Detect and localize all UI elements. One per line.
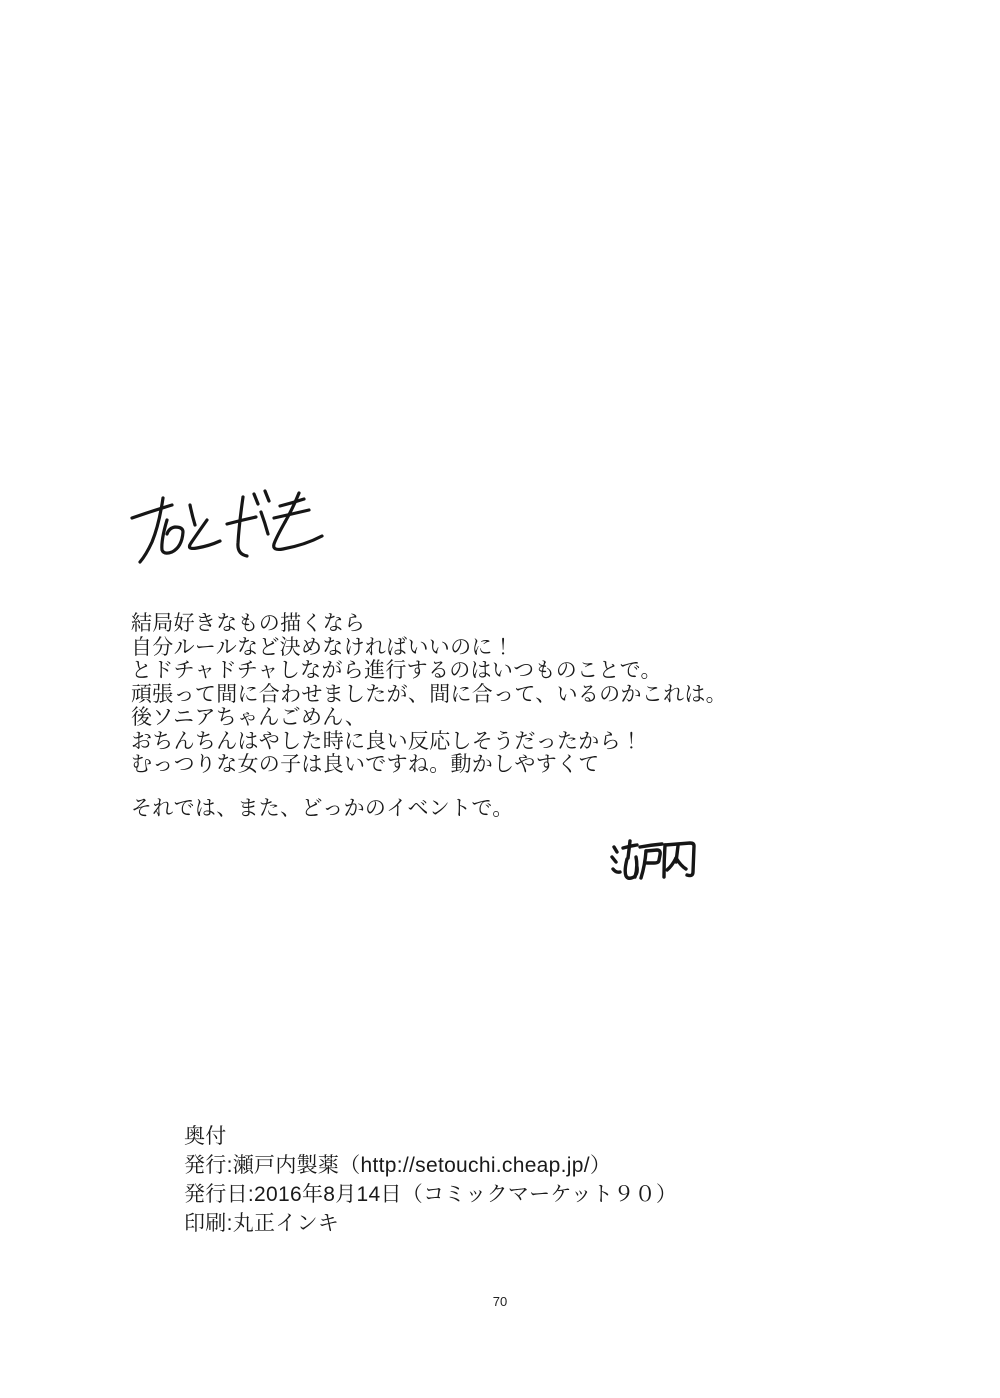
afterword-text-block — [131, 612, 727, 820]
afterword-line: おちんちんはやした時に良い反応しそうだったから！ — [131, 729, 643, 753]
afterword-line: 頑張って間に合わせましたが、間に合って、いるのかこれは。 — [131, 682, 727, 706]
afterword-line: 結局好きなもの描くなら — [131, 612, 366, 635]
handwritten-title-atogaki — [125, 485, 325, 570]
afterword-line: とドチャドチャしながら進行するのはいつものことで。 — [131, 659, 662, 682]
colophon-publisher-line: 発行:瀬戸内製薬（http://setouchi.cheap.jp/） — [184, 1154, 612, 1177]
colophon-block — [184, 1122, 677, 1238]
afterword-line: 後ソニアちゃんごめん、 — [131, 706, 367, 729]
colophon-heading: 奥付 — [184, 1125, 227, 1148]
afterword-line: 自分ルールなど決めなければいいのに！ — [131, 635, 514, 659]
colophon-printer-line: 印刷:丸正インキ — [184, 1212, 340, 1235]
afterword-line: むっつりな女の子は良いですね。動かしやすくて — [131, 753, 600, 776]
afterword-closing-line: それでは、また、どっかのイベントで。 — [131, 796, 514, 820]
handwritten-signature — [550, 815, 800, 915]
colophon-date-line: 発行日:2016年8月14日（コミックマーケット９０） — [184, 1183, 678, 1206]
page-number: 70 — [492, 1294, 508, 1309]
